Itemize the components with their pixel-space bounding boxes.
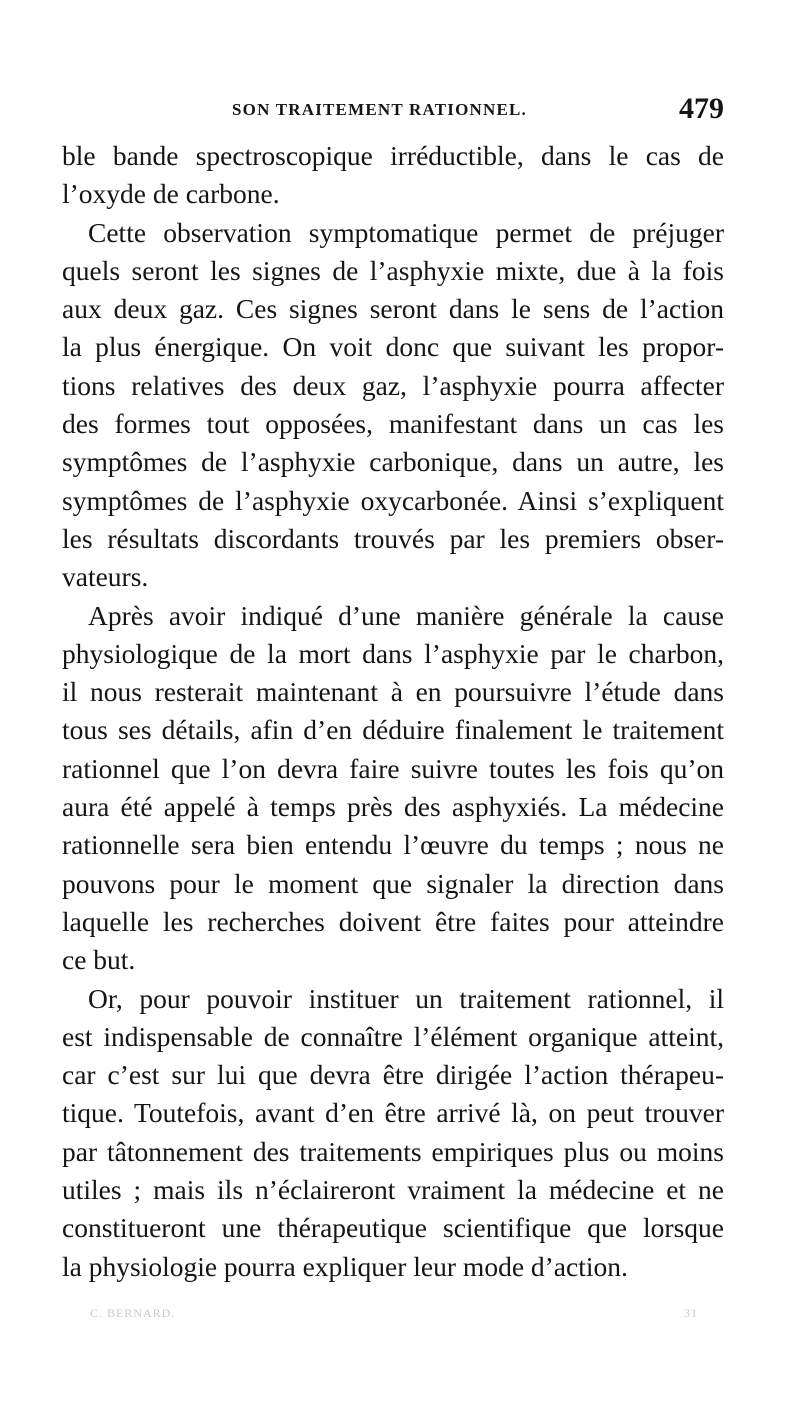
text-line: symptômes de l’asphyxie carbonique, dans un autre, les: [62, 446, 724, 478]
text-line: aux deux gaz. Ces signes seront dans le sens de l’action: [62, 293, 724, 325]
text-line: est indispensable de connaître l’élément organique atteint,: [62, 1020, 724, 1052]
text-line: rationnelle sera bien entendu l’œuvre du temps ; nous ne: [62, 829, 724, 861]
text-line: tions relatives des deux gaz, l’asphyxie pourra affecter: [62, 369, 724, 401]
text-line: utiles ; mais ils n’éclaireront vraiment la médecine et ne: [62, 1174, 724, 1206]
text-line: l’oxyde de carbone.: [62, 178, 280, 210]
text-line: car c’est sur lui que devra être dirigée l’action thérapeu-: [62, 1059, 724, 1091]
text-line: tous ses détails, afin d’en déduire finalement le traitement: [62, 714, 724, 746]
text-line: laquelle les recherches doivent être faites pour atteindre: [62, 905, 724, 937]
text-line: quels seront les signes de l’asphyxie mixte, due à la fois: [62, 254, 724, 286]
text-line: Cette observation symptomatique permet de préjuger: [88, 216, 724, 248]
text-line: par tâtonnement des traitements empiriques plus ou moins: [62, 1135, 724, 1167]
text-line: physiologique de la mort dans l’asphyxie par le charbon,: [62, 637, 724, 669]
text-line: il nous resterait maintenant à en poursuivre l’étude dans: [62, 676, 724, 708]
running-head: SON TRAITEMENT RATIONNEL.: [232, 100, 527, 119]
page-number: 479: [679, 92, 724, 125]
printer-signature: C. BERNARD.: [90, 1306, 176, 1320]
text-line: Or, pour pouvoir instituer un traitement rationnel, il: [88, 982, 724, 1014]
sheet-number: 31: [684, 1306, 698, 1320]
text-line: tique. Toutefois, avant d’en être arrivé là, on peut trouver: [62, 1097, 724, 1129]
text-line: les résultats discordants trouvés par les premiers obser-: [62, 522, 724, 554]
text-line: aura été appelé à temps près des asphyxiés. La médecine: [62, 791, 724, 823]
text-line: rationnel que l’on devra faire suivre toutes les fois qu’on: [62, 752, 724, 784]
page-header: [62, 92, 724, 132]
text-line: la physiologie pourra expliquer leur mode d’action.: [62, 1250, 628, 1282]
body-text: [62, 137, 724, 1286]
text-line: Après avoir indiqué d’une manière générale la cause: [88, 599, 724, 631]
text-line: des formes tout opposées, manifestant dans un cas les: [62, 408, 724, 440]
page-footer: [90, 1306, 710, 1326]
text-line: vateurs.: [62, 561, 149, 593]
text-line: pouvons pour le moment que signaler la direction dans: [62, 867, 724, 899]
text-line: constitueront une thérapeutique scientifique que lorsque: [62, 1212, 724, 1244]
text-line: symptômes de l’asphyxie oxycarbonée. Ainsi s’expliquent: [62, 484, 724, 516]
text-line: ce but.: [62, 944, 136, 976]
text-line: ble bande spectroscopique irréductible, dans le cas de: [62, 140, 724, 171]
text-line: la plus énergique. On voit donc que suivant les propor-: [62, 331, 724, 363]
